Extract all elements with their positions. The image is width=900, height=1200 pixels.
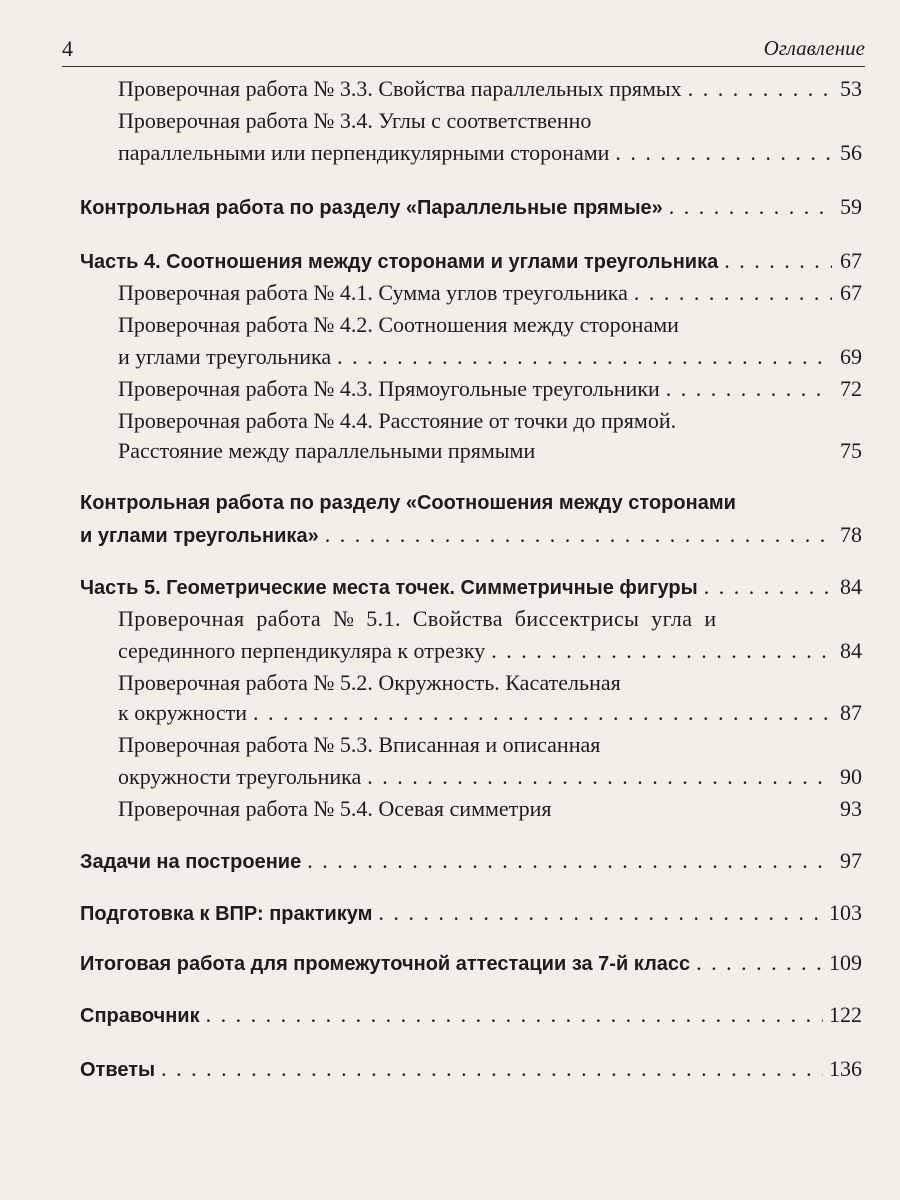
toc-entry-reference[interactable] xyxy=(80,1000,862,1031)
toc-entry-title: Проверочная работа № 3.3. Свойства параллельных прямых xyxy=(118,76,682,101)
toc-page-number: 59 xyxy=(840,194,862,219)
toc-page-number: 69 xyxy=(840,344,862,369)
toc-page-number: 103 xyxy=(829,900,862,925)
toc-entry-title: Проверочная работа № 4.1. Сумма углов треугольника xyxy=(118,280,628,305)
dot-leader xyxy=(704,572,832,602)
toc-page-number: 87 xyxy=(840,700,862,725)
toc-page-number: 109 xyxy=(829,950,862,975)
dot-leader xyxy=(615,138,832,168)
dot-leader xyxy=(325,520,832,550)
toc-page-number: 90 xyxy=(840,764,862,789)
toc-entry-construction[interactable] xyxy=(80,846,862,877)
toc-entry-test-relations-line1[interactable]: Контрольная работа по разделу «Соотношения между сторонами xyxy=(80,492,736,514)
toc-entry-title: Подготовка к ВПР: практикум xyxy=(80,903,373,925)
running-title: Оглавление xyxy=(763,36,865,60)
header-rule xyxy=(62,66,865,67)
toc-entry-answers[interactable] xyxy=(80,1054,862,1085)
toc-entry-title: Проверочная работа № 4.3. Прямоугольные треугольники xyxy=(118,376,660,401)
toc-page-number: 53 xyxy=(840,76,862,101)
toc-page-number: 78 xyxy=(840,522,862,547)
toc-entry-5-1[interactable] xyxy=(118,636,862,666)
toc-page-number: 56 xyxy=(840,140,862,165)
dot-leader xyxy=(378,898,823,928)
toc-entry-5-3-line1[interactable]: Проверочная работа № 5.3. Вписанная и описанная xyxy=(118,732,601,757)
dot-leader xyxy=(669,192,832,222)
toc-entry-title: к окружности xyxy=(118,700,247,725)
page-header xyxy=(62,36,865,66)
toc-page-number: 136 xyxy=(829,1056,862,1081)
toc-entry-title: Контрольная работа по разделу «Параллельные прямые» xyxy=(80,197,663,219)
toc-entry-5-4[interactable] xyxy=(118,794,862,824)
toc-entry-final[interactable] xyxy=(80,948,862,979)
toc-entry-vpr[interactable] xyxy=(80,898,862,929)
dot-leader xyxy=(337,342,832,372)
toc-page-number: 84 xyxy=(840,638,862,663)
dot-leader xyxy=(367,762,832,792)
toc-page-number: 67 xyxy=(840,248,862,273)
toc-page-number: 97 xyxy=(840,848,862,873)
page-number: 4 xyxy=(62,36,73,61)
toc-entry-title: Часть 5. Геометрические места точек. Симметричные фигуры xyxy=(80,577,698,599)
toc-entry-title: и углами треугольника» xyxy=(80,525,319,547)
dot-leader xyxy=(666,374,832,404)
toc-entry-4-4[interactable] xyxy=(118,436,862,466)
dot-leader xyxy=(161,1054,823,1084)
dot-leader xyxy=(696,948,823,978)
toc-page-number: 75 xyxy=(840,438,862,463)
toc-page-number: 67 xyxy=(840,280,862,305)
toc-entry-5-3[interactable] xyxy=(118,762,862,792)
dot-leader xyxy=(688,74,832,104)
toc-entry-test-parallel[interactable] xyxy=(80,192,862,223)
toc-entry-4-2-line1[interactable]: Проверочная работа № 4.2. Соотношения между сторонами xyxy=(118,312,679,337)
toc-page-number: 72 xyxy=(840,376,862,401)
toc-entry-title: Проверочная работа № 5.4. Осевая симметрия xyxy=(118,796,552,821)
toc-entry-5-2[interactable] xyxy=(118,698,862,728)
toc-page-number: 84 xyxy=(840,574,862,599)
toc-entry-title: Расстояние между параллельными прямыми xyxy=(118,438,536,463)
toc-entry-title: и углами треугольника xyxy=(118,344,332,369)
dot-leader xyxy=(253,698,832,728)
toc-page-number: 122 xyxy=(829,1002,862,1027)
toc-entry-3-4-line1[interactable]: Проверочная работа № 3.4. Углы с соответственно xyxy=(118,108,592,133)
toc-entry-title: окружности треугольника xyxy=(118,764,362,789)
toc-entry-title: Задачи на построение xyxy=(80,851,302,873)
toc-entry-3-3[interactable] xyxy=(118,74,862,104)
toc-entry-title: Часть 4. Соотношения между сторонами и углами треугольника xyxy=(80,251,719,273)
toc-entry-test-relations[interactable] xyxy=(80,520,862,551)
toc-entry-4-1[interactable] xyxy=(118,278,862,308)
dot-leader xyxy=(307,846,832,876)
dot-leader xyxy=(724,246,832,276)
dot-leader xyxy=(491,636,832,666)
toc-entry-part-5[interactable] xyxy=(80,572,862,603)
toc-entry-title: серединного перпендикуляра к отрезку xyxy=(118,638,486,663)
toc-entry-4-2[interactable] xyxy=(118,342,862,372)
toc-entry-5-2-line1[interactable]: Проверочная работа № 5.2. Окружность. Касательная xyxy=(118,670,621,695)
toc-entry-5-1-line1[interactable]: Проверочная работа № 5.1. Свойства биссектрисы угла и xyxy=(118,606,717,631)
toc-page-number: 93 xyxy=(840,796,862,821)
toc-entry-4-4-line1[interactable]: Проверочная работа № 4.4. Расстояние от точки до прямой. xyxy=(118,408,677,433)
toc-entry-title: Справочник xyxy=(80,1005,200,1027)
toc-entry-title: Итоговая работа для промежуточной аттестации за 7-й класс xyxy=(80,953,691,975)
toc-entry-title: Ответы xyxy=(80,1059,156,1081)
toc-entry-part-4[interactable] xyxy=(80,246,862,277)
toc-entry-title: параллельными или перпендикулярными сторонами xyxy=(118,140,610,165)
toc-entry-3-4[interactable] xyxy=(118,138,862,168)
dot-leader xyxy=(634,278,832,308)
dot-leader xyxy=(206,1000,823,1030)
toc-entry-4-3[interactable] xyxy=(118,374,862,404)
